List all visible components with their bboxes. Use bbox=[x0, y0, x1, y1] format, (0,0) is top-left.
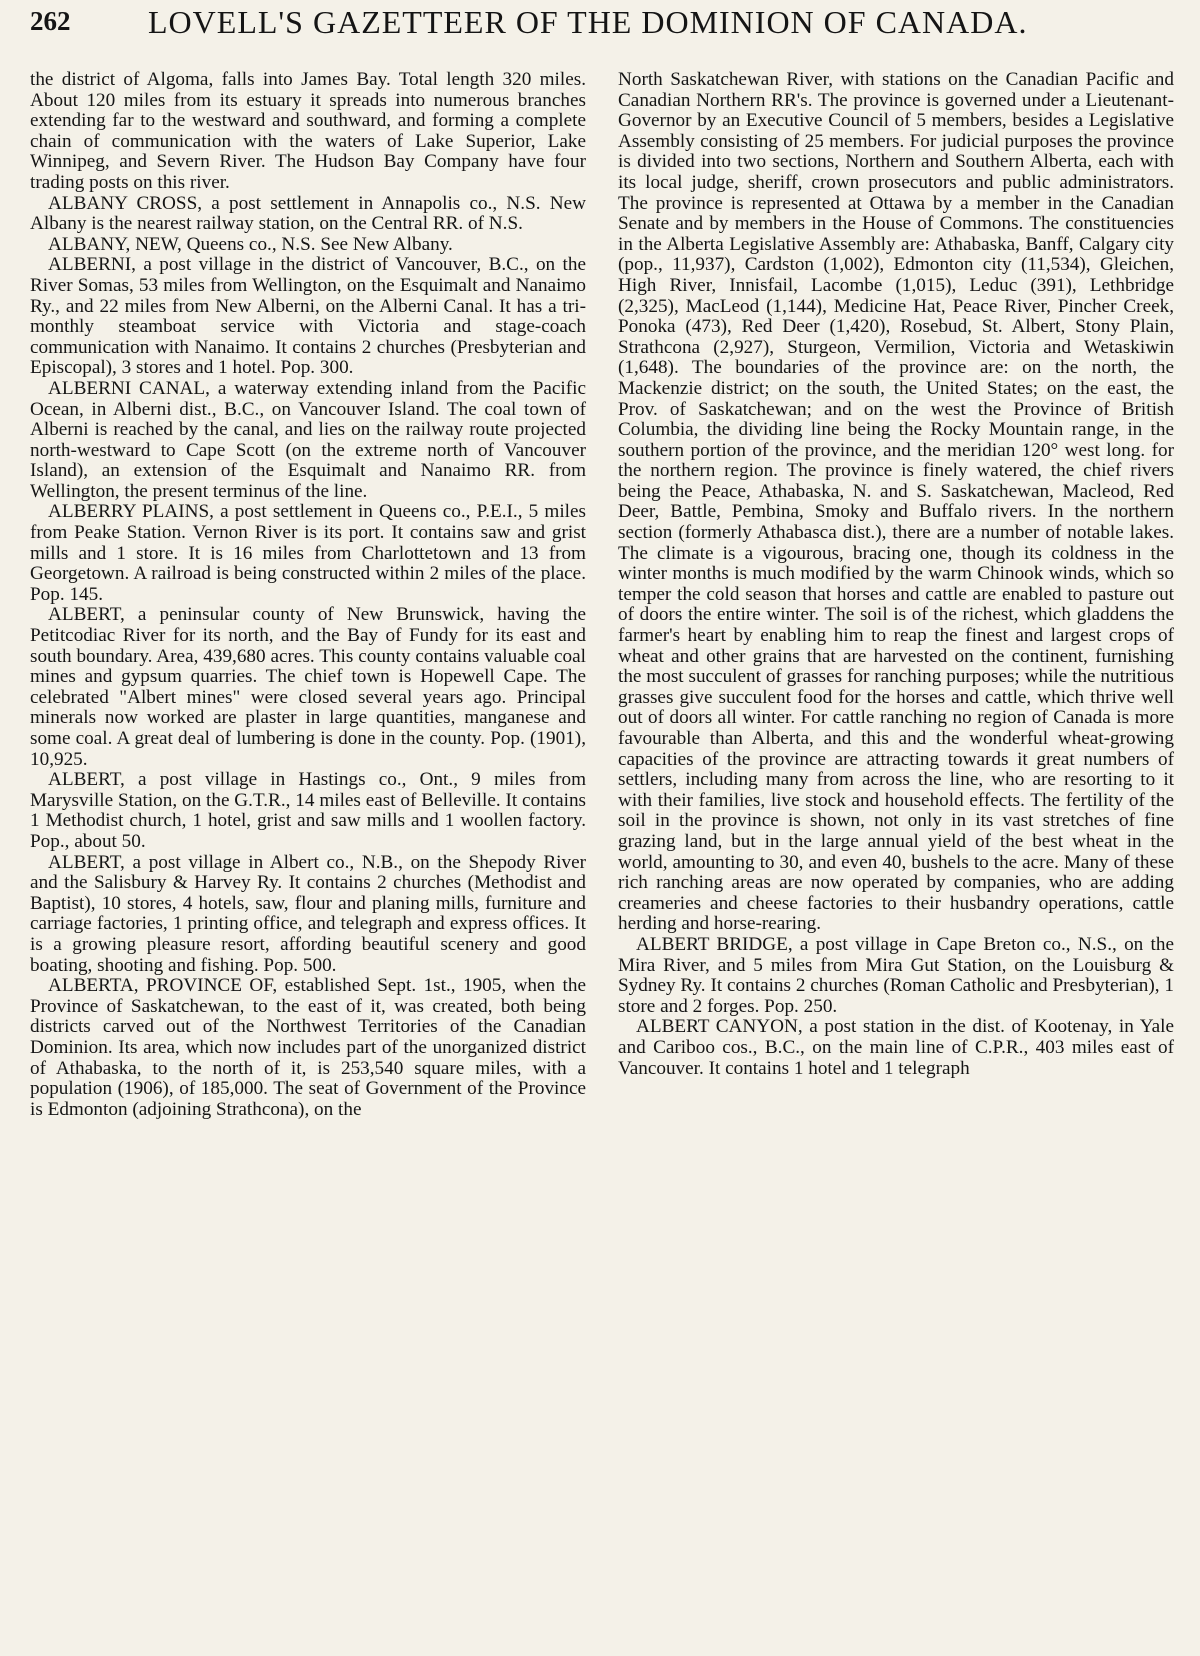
entry-albany-new: ALBANY, NEW, Queens co., N.S. See New Albany. bbox=[48, 233, 453, 255]
entry-alberta-province-continued: North Saskatchewan River, with stations on the Canadian Pacific and Canadian Northern RR's. The province is governed under a Lieutenant-Governor by an Executive Council of 5 members, besides a Legislative Assembly consisting of 25 members. For judicial purposes the province is divided into two sections, Northern and Southern Alberta, each with its local judge, sheriff, crown prosecutors and public administrators. The province is represented at Ottawa by a member in the Canadian Senate and by members in the House of Commons. The constituencies in the Alberta Legislative Assembly are: Athabaska, Banff, Calgary city (pop., 11,937), Cardston (1,002), Edmonton city (11,534), Gleichen, High River, Innisfail, Lacombe (1,015), Leduc (391), Lethbridge (2,325), MacLeod (1,144), Medicine Hat, Peace River, Pincher Creek, Ponoka (473), Red Deer (1,420), Rosebud, St. Albert, Stony Plain, Strathcona (2,927), Sturgeon, Vermilion, Victoria and Wetaskiwin (1,648). The boundaries of the province are: on the north, the Mackenzie district; on the south, the United States; on the east, the Prov. of Saskatchewan; and on the west the Province of British Columbia, the dividing line being the Rocky Mountain range, in the southern portion of the province, and the meridian 120° west long. for the northern region. The province is finely watered, the chief rivers being the Peace, Athabaska, N. and S. Saskatchewan, Macleod, Red Deer, Battle, Pembina, Smoky and Buffalo rivers. In the northern section (formerly Athabasca dist.), there are a number of notable lakes. The climate is a vigourous, bracing one, though its coldness in the winter months is much modified by the warm Chinook winds, which so temper the cold season that horses and cattle are enabled to pasture out of doors the entire winter. The soil is of the richest, which gladdens the farmer's heart by enabling him to reap the finest and largest crops of wheat and other grains that are harvested on the continent, furnishing the most succulent of grasses for ranching purposes; while the nutritious grasses give succulent food for the horses and cattle, which thrive well out of doors all winter. For cattle ranching no region of Canada is more favourable than Alberta, and this and the wonderful wheat-growing capacities of the province are attracting towards it great numbers of settlers, including many from across the line, who are resorting to it with their families, live stock and household effects. The fertility of the soil in the province is shown, not only in its vast stretches of fine grazing land, but in the large annual yield of the best wheat in the world, amounting to 30, and even 40, bushels to the acre. Many of these rich ranching areas are now operated by companies, who are adding creameries and cheese factories to their husbandry operations, cattle herding and horse-rearing. bbox=[618, 69, 1174, 935]
entry-alberry-plains: ALBERRY PLAINS, a post settlement in Queens co., P.E.I., 5 miles from Peake Station. Vernon River is its port. It contains saw and grist mills and 1 store. It is 16 miles from Charlottetown and 13 from Georgetown. A railroad is being constructed within 2 miles of the place. Pop. 145. bbox=[30, 501, 586, 605]
right-column bbox=[618, 70, 1174, 1079]
entry-alberni-canal: ALBERNI CANAL, a waterway extending inland from the Pacific Ocean, in Alberni dist., B.C., on Vancouver Island. The coal town of Alberni is reached by the canal, and lies on the railway route projected north-westward to Cape Scott (on the extreme north of Vancouver Island), an extension of the Esquimalt and Nanaimo RR. from Wellington, the present terminus of the line. bbox=[30, 377, 586, 502]
entry-albert-county: ALBERT, a peninsular county of New Brunswick, having the Petitcodiac River for its north, and the Bay of Fundy for its east and south boundary. Area, 439,680 acres. This county contains valuable coal mines and gypsum quarries. The chief town is Hopewell Cape. The celebrated "Albert mines" were closed several years ago. Principal minerals now worked are plaster in large quantities, manganese and some coal. A great deal of lumbering is done in the county. Pop. (1901), 10,925. bbox=[30, 604, 586, 770]
page-number: 262 bbox=[30, 6, 71, 36]
page-header bbox=[30, 4, 1140, 48]
entry-albert-ont: ALBERT, a post village in Hastings co., Ont., 9 miles from Marysville Station, on the G.T.R., 14 miles east of Belleville. It contains 1 Methodist church, 1 hotel, grist and saw mills and 1 woollen factory. Pop., about 50. bbox=[30, 769, 586, 852]
entry-alberta-province: ALBERTA, PROVINCE OF, established Sept. 1st., 1905, when the Province of Saskatchewan, to the east of it, was created, both being districts carved out of the Northwest Territories of the Canadian Dominion. Its area, which now includes part of the unorganized district of Athabaska, to the north of it, is 253,540 square miles, with a population (1906), of 185,000. The seat of Government of the Province is Edmonton (adjoining Strathcona), on the bbox=[30, 975, 586, 1120]
entry-albert-bridge: ALBERT BRIDGE, a post village in Cape Breton co., N.S., on the Mira River, and 5 miles from Mira Gut Station, on the Louisburg & Sydney Ry. It contains 2 churches (Roman Catholic and Presbyterian), 1 store and 2 forges. Pop. 250. bbox=[618, 933, 1174, 1017]
entry-albany-river-continued: the district of Algoma, falls into James Bay. Total length 320 miles. About 120 miles from its estuary it spreads into numerous branches extending far to the westward and southward, and forming a complete chain of communication with the waters of Lake Superior, Lake Winnipeg, and Severn River. The Hudson Bay Company have four trading posts on this river. bbox=[30, 69, 586, 193]
entry-albert-nb: ALBERT, a post village in Albert co., N.B., on the Shepody River and the Salisbury & Harvey Ry. It contains 2 churches (Methodist and Baptist), 10 stores, 4 hotels, saw, flour and planing mills, furniture and carriage factories, 1 printing office, and telegraph and express offices. It is a growing pleasure resort, affording beautiful scenery and good boating, shooting and fishing. Pop. 500. bbox=[30, 851, 586, 976]
entry-albany-cross: ALBANY CROSS, a post settlement in Annapolis co., N.S. New Albany is the nearest railway station, on the Central RR. of N.S. bbox=[30, 192, 586, 235]
left-column bbox=[30, 70, 586, 1120]
running-title: LOVELL'S GAZETTEER OF THE DOMINION OF CANADA. bbox=[148, 4, 1028, 40]
entry-alberni: ALBERNI, a post village in the district of Vancouver, B.C., on the River Somas, 53 miles from Wellington, on the Esquimalt and Nanaimo Ry., and 22 miles from New Alberni, on the Alberni Canal. It has a tri-monthly steamboat service with Victoria and stage-coach communication with Nanaimo. It contains 2 churches (Presbyterian and Episcopal), 3 stores and 1 hotel. Pop. 300. bbox=[30, 254, 586, 379]
entry-albert-canyon: ALBERT CANYON, a post station in the dist. of Kootenay, in Yale and Cariboo cos., B.C., on the main line of C.P.R., 403 miles east of Vancouver. It contains 1 hotel and 1 telegraph bbox=[618, 1016, 1174, 1079]
